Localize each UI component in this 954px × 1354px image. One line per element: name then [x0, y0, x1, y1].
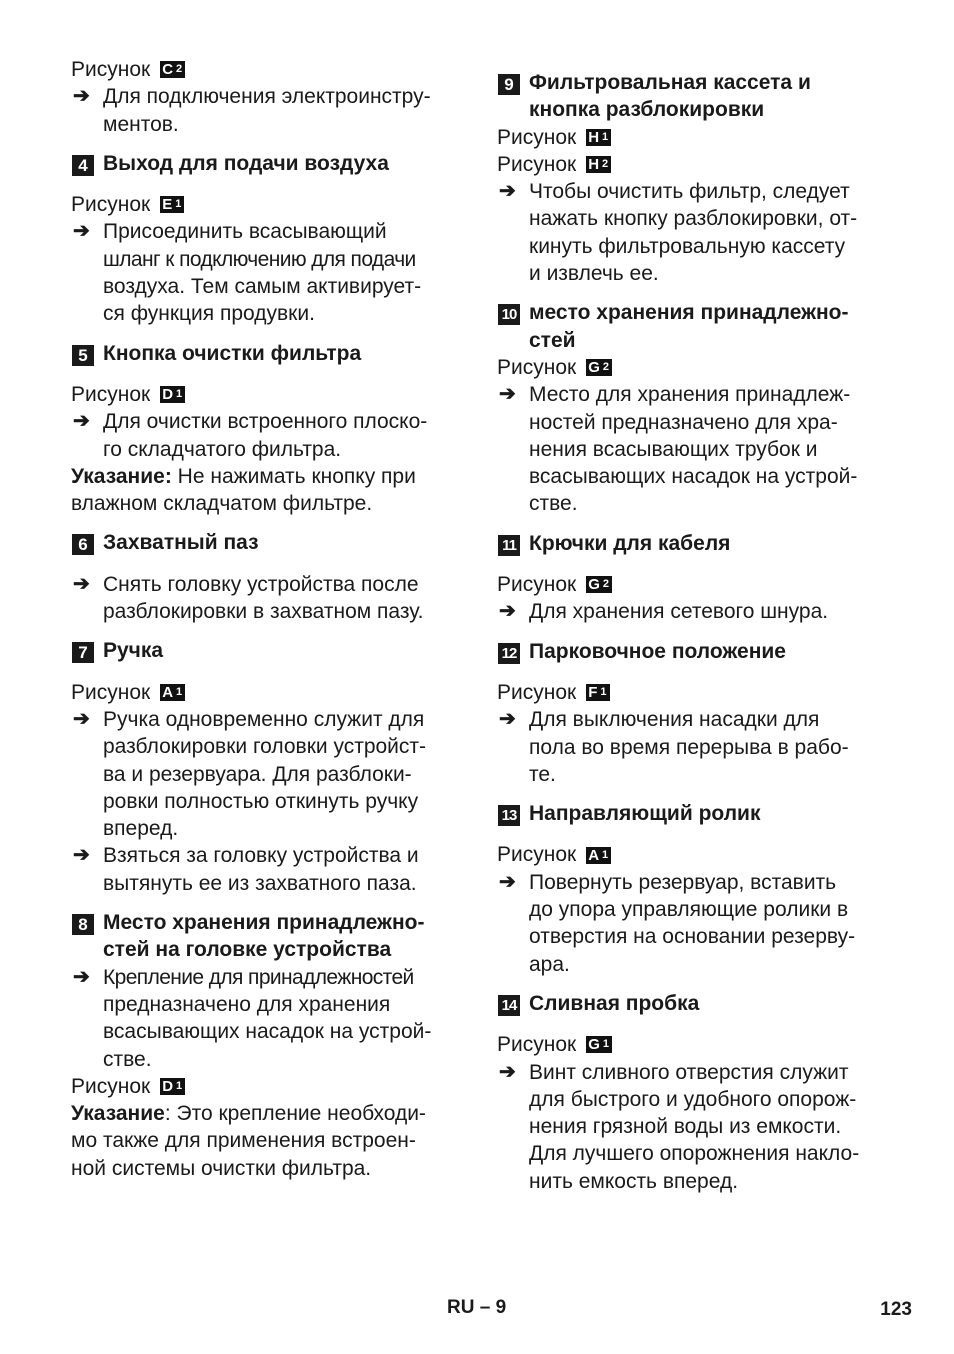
note: Указание: Не нажимать кнопку при [71, 464, 416, 488]
figure-badge: D 1 [162, 386, 184, 404]
page-number: 123 [880, 1299, 912, 1320]
figure-badge: G 2 [588, 576, 610, 594]
figure-ref: Рисунок G 1 [497, 1033, 610, 1057]
instruction-item: ➔ Для хранения сетевого шнура. [497, 598, 897, 625]
arrow-icon: ➔ [73, 85, 90, 108]
arrow-icon: ➔ [499, 708, 516, 731]
section-number-badge: 13 [498, 805, 520, 826]
section-heading: 6 Захватный паз [71, 529, 471, 556]
right-column [497, 56, 897, 1195]
figure-ref: Рисунок A 1 [497, 843, 610, 867]
section-number-badge: 6 [72, 534, 94, 555]
section-heading: 11 Крючки для кабеля [497, 530, 897, 557]
section-number-badge: 14 [498, 995, 520, 1016]
section-number-badge: 8 [72, 914, 94, 935]
figure-badge: C 2 [162, 61, 184, 79]
figure-ref: Рисунок G 2 [497, 355, 610, 379]
instruction-item: ➔ Для выключения насадки для пола во время перерыва в рабо- те. [499, 708, 849, 786]
instruction-item: ➔ Для очистки встроенного плоско- го складчатого фильтра. [73, 410, 428, 461]
arrow-icon: ➔ [499, 600, 516, 623]
section-number-badge: 9 [498, 74, 520, 95]
figure-ref: Рисунок C 2 [71, 58, 184, 81]
arrow-icon: ➔ [499, 383, 516, 406]
figure-badge: H 2 [588, 156, 610, 174]
section-heading: 5 Кнопка очистки фильтра [71, 340, 471, 367]
instruction-item: ➔ Место для хранения принадлеж- ностей предназначено для хра- нения всасывающих трубок и всасывающих насадок на устрой- стве. [499, 383, 858, 516]
instruction-item: ➔ Присоединить всасывающий шланг к подключению для подачи воздуха. Тем самым активирует- ся функция продувки. [73, 220, 422, 326]
figure-ref: Рисунок G 2 [497, 573, 610, 597]
figure-badge: A 1 [162, 683, 184, 701]
section-heading: 7 Ручка [71, 637, 471, 664]
figure-badge: A 1 [588, 846, 610, 864]
figure-ref: Рисунок A 1 [71, 680, 184, 704]
figure-badge: G 2 [588, 359, 610, 377]
section-number-badge: 4 [72, 155, 94, 176]
figure-ref: Рисунок H 2 [497, 152, 610, 176]
arrow-icon: ➔ [499, 870, 516, 893]
arrow-icon: ➔ [73, 844, 90, 867]
instruction-item: ➔ Снять головку устройства после разблокировки в захватном пазу. [73, 572, 424, 624]
arrow-icon: ➔ [73, 410, 90, 433]
section-heading: 13 Направляющий ролик [497, 800, 897, 827]
figure-ref: Рисунок E 1 [71, 193, 183, 217]
instruction-item: ➔ Взяться за головку устройства и вытянуть ее из захватного паза. [73, 844, 419, 895]
figure-ref: Рисунок F 1 [497, 680, 608, 704]
arrow-icon: ➔ [73, 220, 90, 243]
figure-ref: Рисунок D 1 [71, 1074, 184, 1098]
section-heading: 12 Парковочное положение [497, 638, 897, 665]
figure-badge: E 1 [162, 196, 183, 214]
instruction-item: ➔ Ручка одновременно служит для разблокировки головки устройст- ва и резервуара. Для разблоки- ровки полностью откинуть ручку вперед. [73, 707, 427, 841]
figure-ref: Рисунок H 1 [497, 125, 610, 149]
section-heading: 8 Место хранения принадлежно- стей на головке устройства [71, 909, 471, 964]
section-number-badge: 10 [498, 304, 520, 325]
arrow-icon: ➔ [73, 965, 90, 988]
arrow-icon: ➔ [73, 572, 90, 595]
section-number-badge: 7 [72, 642, 94, 663]
section-heading: 10 место хранения принадлежно- стей [497, 299, 897, 354]
arrow-icon: ➔ [73, 707, 90, 730]
figure-badge: H 1 [588, 128, 610, 146]
section-number-badge: 12 [498, 643, 520, 664]
note: Указание: Это крепление необходи- [71, 1102, 426, 1126]
figure-badge: F 1 [588, 684, 608, 702]
instruction-item: ➔ Для подключения электроинстру- ментов. [73, 85, 431, 136]
section-number-badge: 11 [498, 535, 520, 556]
figure-badge: G 1 [588, 1036, 610, 1054]
page-label: RU – 9 [447, 1297, 507, 1318]
figure-badge: D 1 [162, 1077, 184, 1095]
instruction-item: ➔ Чтобы очистить фильтр, следует нажать кнопку разблокировки, от- кинуть фильтровальную кассету и извлечь ее. [499, 180, 858, 286]
arrow-icon: ➔ [499, 1060, 516, 1083]
left-column: Рисунок C 2 ➔ Для подключения электроинстру- ментов. 4 Выход для подачи воздуха Рисунок E 1 ➔ Присоединить всасывающий шланг к подключению для подачи воздуха. Тем самым активирует- ся функция продувки. 5 Кнопка очистки фильтра Рисунок D 1 ➔ Для очистки встроенного плоско- го складчатого фильтра. Указание: Не нажимать кнопку при влажном складчатом фильтре. 6 Захватный паз ➔ Снять головку устройства после разблокировки в захватном пазу. 7 Ручка Рисунок A 1 ➔ Ручка одновременно служит для разблокировки головки устройст- ва и резервуара. Для разблоки- ровки полностью откинуть ручку вперед. ➔ Взяться за головку устройства и вытянуть ее из захватного паза. 8 Место хранения принадлежно- стей на головке устройства ➔ Крепление для принадлежностей предназначено для хранения всасывающих насадок на устрой- стве. Рисунок D 1 Указание: Это крепление необходи- мо также для применения встроен- ной системы очистки фильтра. [71, 56, 471, 1182]
arrow-icon: ➔ [499, 180, 516, 203]
section-heading: 4 Выход для подачи воздуха [71, 150, 471, 177]
instruction-item: ➔ Винт сливного отверстия служит для быстрого и удобного опорож- нения грязной воды из емкости. Для лучшего опорожнения накло- нить емкость вперед. [499, 1060, 860, 1193]
section-number-badge: 5 [72, 345, 94, 366]
section-heading: 9 Фильтровальная кассета и кнопка разблокировки [497, 69, 897, 124]
figure-ref: Рисунок D 1 [71, 382, 184, 406]
instruction-item: ➔ Крепление для принадлежностей предназначено для хранения всасывающих насадок на устрой- стве. [73, 965, 432, 1071]
section-heading: 14 Сливная пробка [497, 990, 897, 1017]
instruction-item: ➔ Повернуть резервуар, вставить до упора управляющие ролики в отверстия на основании резерву- ара. [499, 870, 856, 976]
